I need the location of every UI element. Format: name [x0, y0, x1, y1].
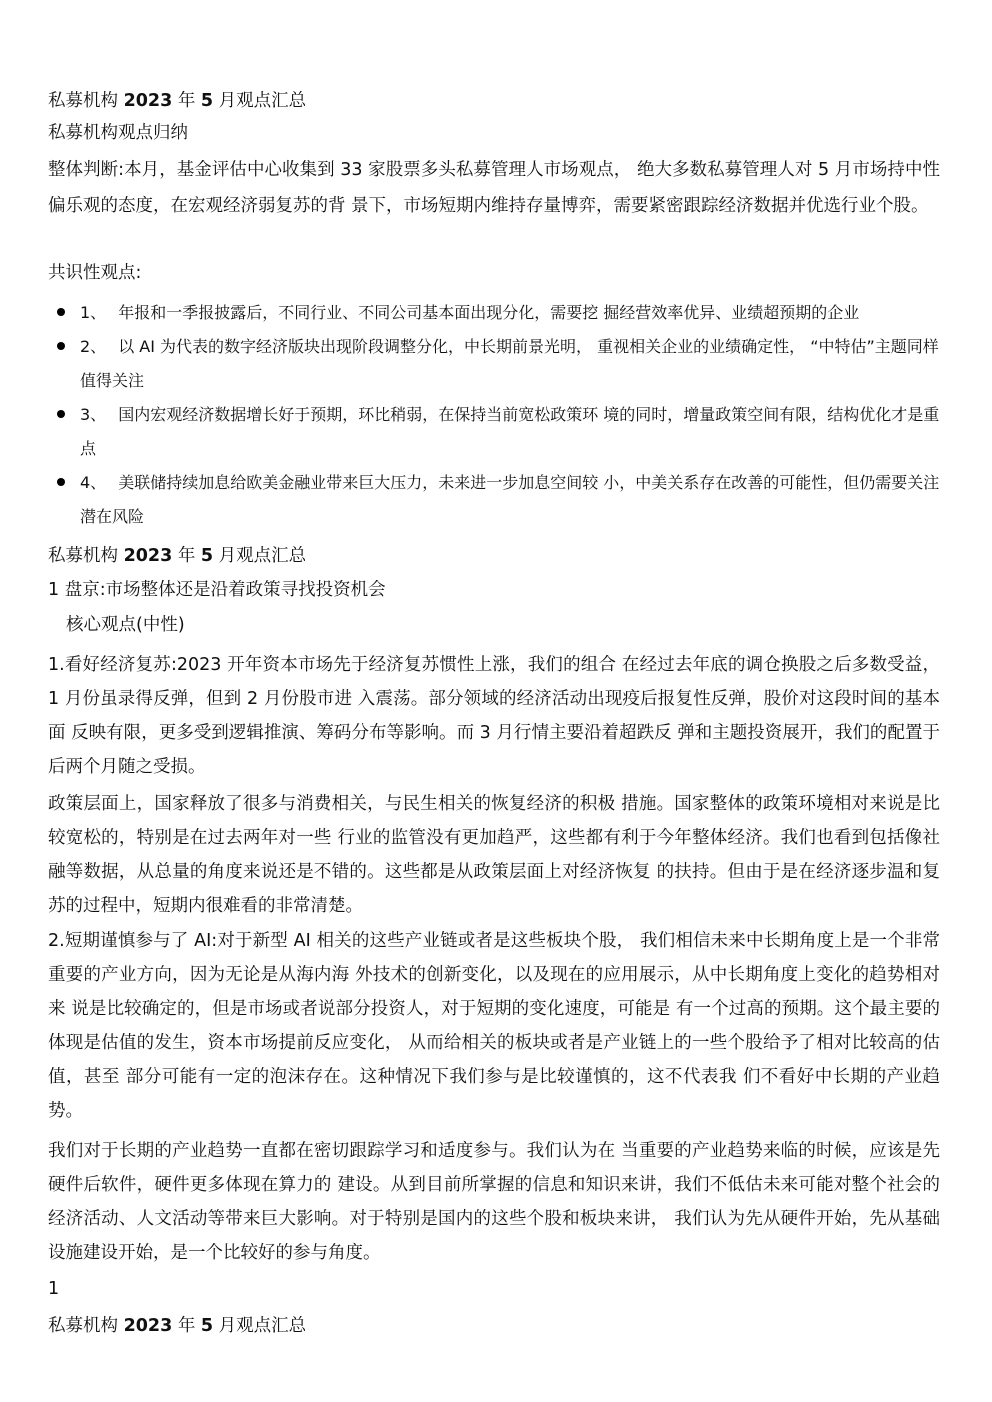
consensus-list [48, 296, 940, 534]
paragraph: 政策层面上，国家释放了很多与消费相关，与民生相关的恢复经济的积极 措施。国家整体的政策环境相对来说是比较宽松的，特别是在过去两年对一些 行业的监管没有更加趋严，这些都有利于今年整体经济。我们也看到包括像社 融等数据，从总量的角度来说还是不错的。这些都是从政策层面上对经济恢复 的扶持。但由于是在经济逐步温和复苏的过程中，短期内很难看的非常清楚。 [48, 794, 940, 916]
list-item: 4、 美联储持续加息给欧美金融业带来巨大压力，未来进一步加息空间较 小，中美关系存在改善的可能性，但仍需要关注潜在风险 [48, 466, 940, 534]
page-header: 私募机构 2023 年 5 月观点汇总 [48, 546, 307, 566]
page-header: 私募机构 2023 年 5 月观点汇总 [48, 1316, 307, 1336]
overall-judgment: 整体判断:本月，基金评估中心收集到 33 家股票多头私募管理人市场观点， 绝大多数私募管理人对 5 月市场持中性偏乐观的态度，在宏观经济弱复苏的背 景下，市场短期内维持存量博弈，需要紧密跟踪经济数据并优选行业个股。 [48, 160, 940, 216]
core-view: 核心观点(中性) [66, 615, 185, 635]
section-title: 1 盘京:市场整体还是沿着政策寻找投资机会 [48, 580, 386, 600]
paragraph: 2.短期谨慎参与了 AI:对于新型 AI 相关的这些产业链或者是这些板块个股， 我们相信未来中长期角度上是一个非常重要的产业方向，因为无论是从海内海 外技术的创新变化，以及现在的应用展示，从中长期角度上变化的趋势相对来 说是比较确定的，但是市场或者说部分投资人，对于短期的变化速度，可能是 有一个过高的预期。这个最主要的体现是估值的发生，资本市场提前反应变化， 从而给相关的板块或者是产业链上的一些个股给予了相对比较高的估值，甚至 部分可能有一定的泡沫存在。这种情况下我们参与是比较谨慎的，这不代表我 们不看好中长期的产业趋势。 [48, 931, 940, 1121]
list-item: 3、 国内宏观经济数据增长好于预期，环比稍弱，在保持当前宽松政策环 境的同时，增量政策空间有限，结构优化才是重点 [48, 398, 940, 466]
list-item: 1、 年报和一季报披露后，不同行业、不同公司基本面出现分化，需要挖 掘经营效率优异、业绩超预期的企业 [48, 296, 940, 330]
page-number: 1 [48, 1279, 60, 1299]
consensus-label: 共识性观点: [48, 263, 142, 283]
paragraph: 我们对于长期的产业趋势一直都在密切跟踪学习和适度参与。我们认为在 当重要的产业趋势来临的时候，应该是先硬件后软件，硬件更多体现在算力的 建设。从到目前所掌握的信息和知识来讲，我们不低估未来可能对整个社会的 经济活动、人文活动等带来巨大影响。对于特别是国内的这些个股和板块来讲， 我们认为先从硬件开始，先从基础设施建设开始，是一个比较好的参与角度。 [48, 1141, 940, 1263]
paragraph: 1.看好经济复苏:2023 开年资本市场先于经济复苏惯性上涨，我们的组合 在经过去年底的调仓换股之后多数受益，1 月份虽录得反弹，但到 2 月份股市进 入震荡。部分领域的经济活动出现疫后报复性反弹，股价对这段时间的基本面 反映有限，更多受到逻辑推演、筹码分布等影响。而 3 月行情主要沿着超跌反 弹和主题投资展开，我们的配置于后两个月随之受损。 [48, 655, 940, 777]
summary-title: 私募机构观点归纳 [48, 123, 188, 143]
list-item: 2、 以 AI 为代表的数字经济版块出现阶段调整分化，中长期前景光明， 重视相关企业的业绩确定性， “中特估”主题同样值得关注 [48, 330, 940, 398]
page-header: 私募机构 2023 年 5 月观点汇总 [48, 91, 307, 111]
